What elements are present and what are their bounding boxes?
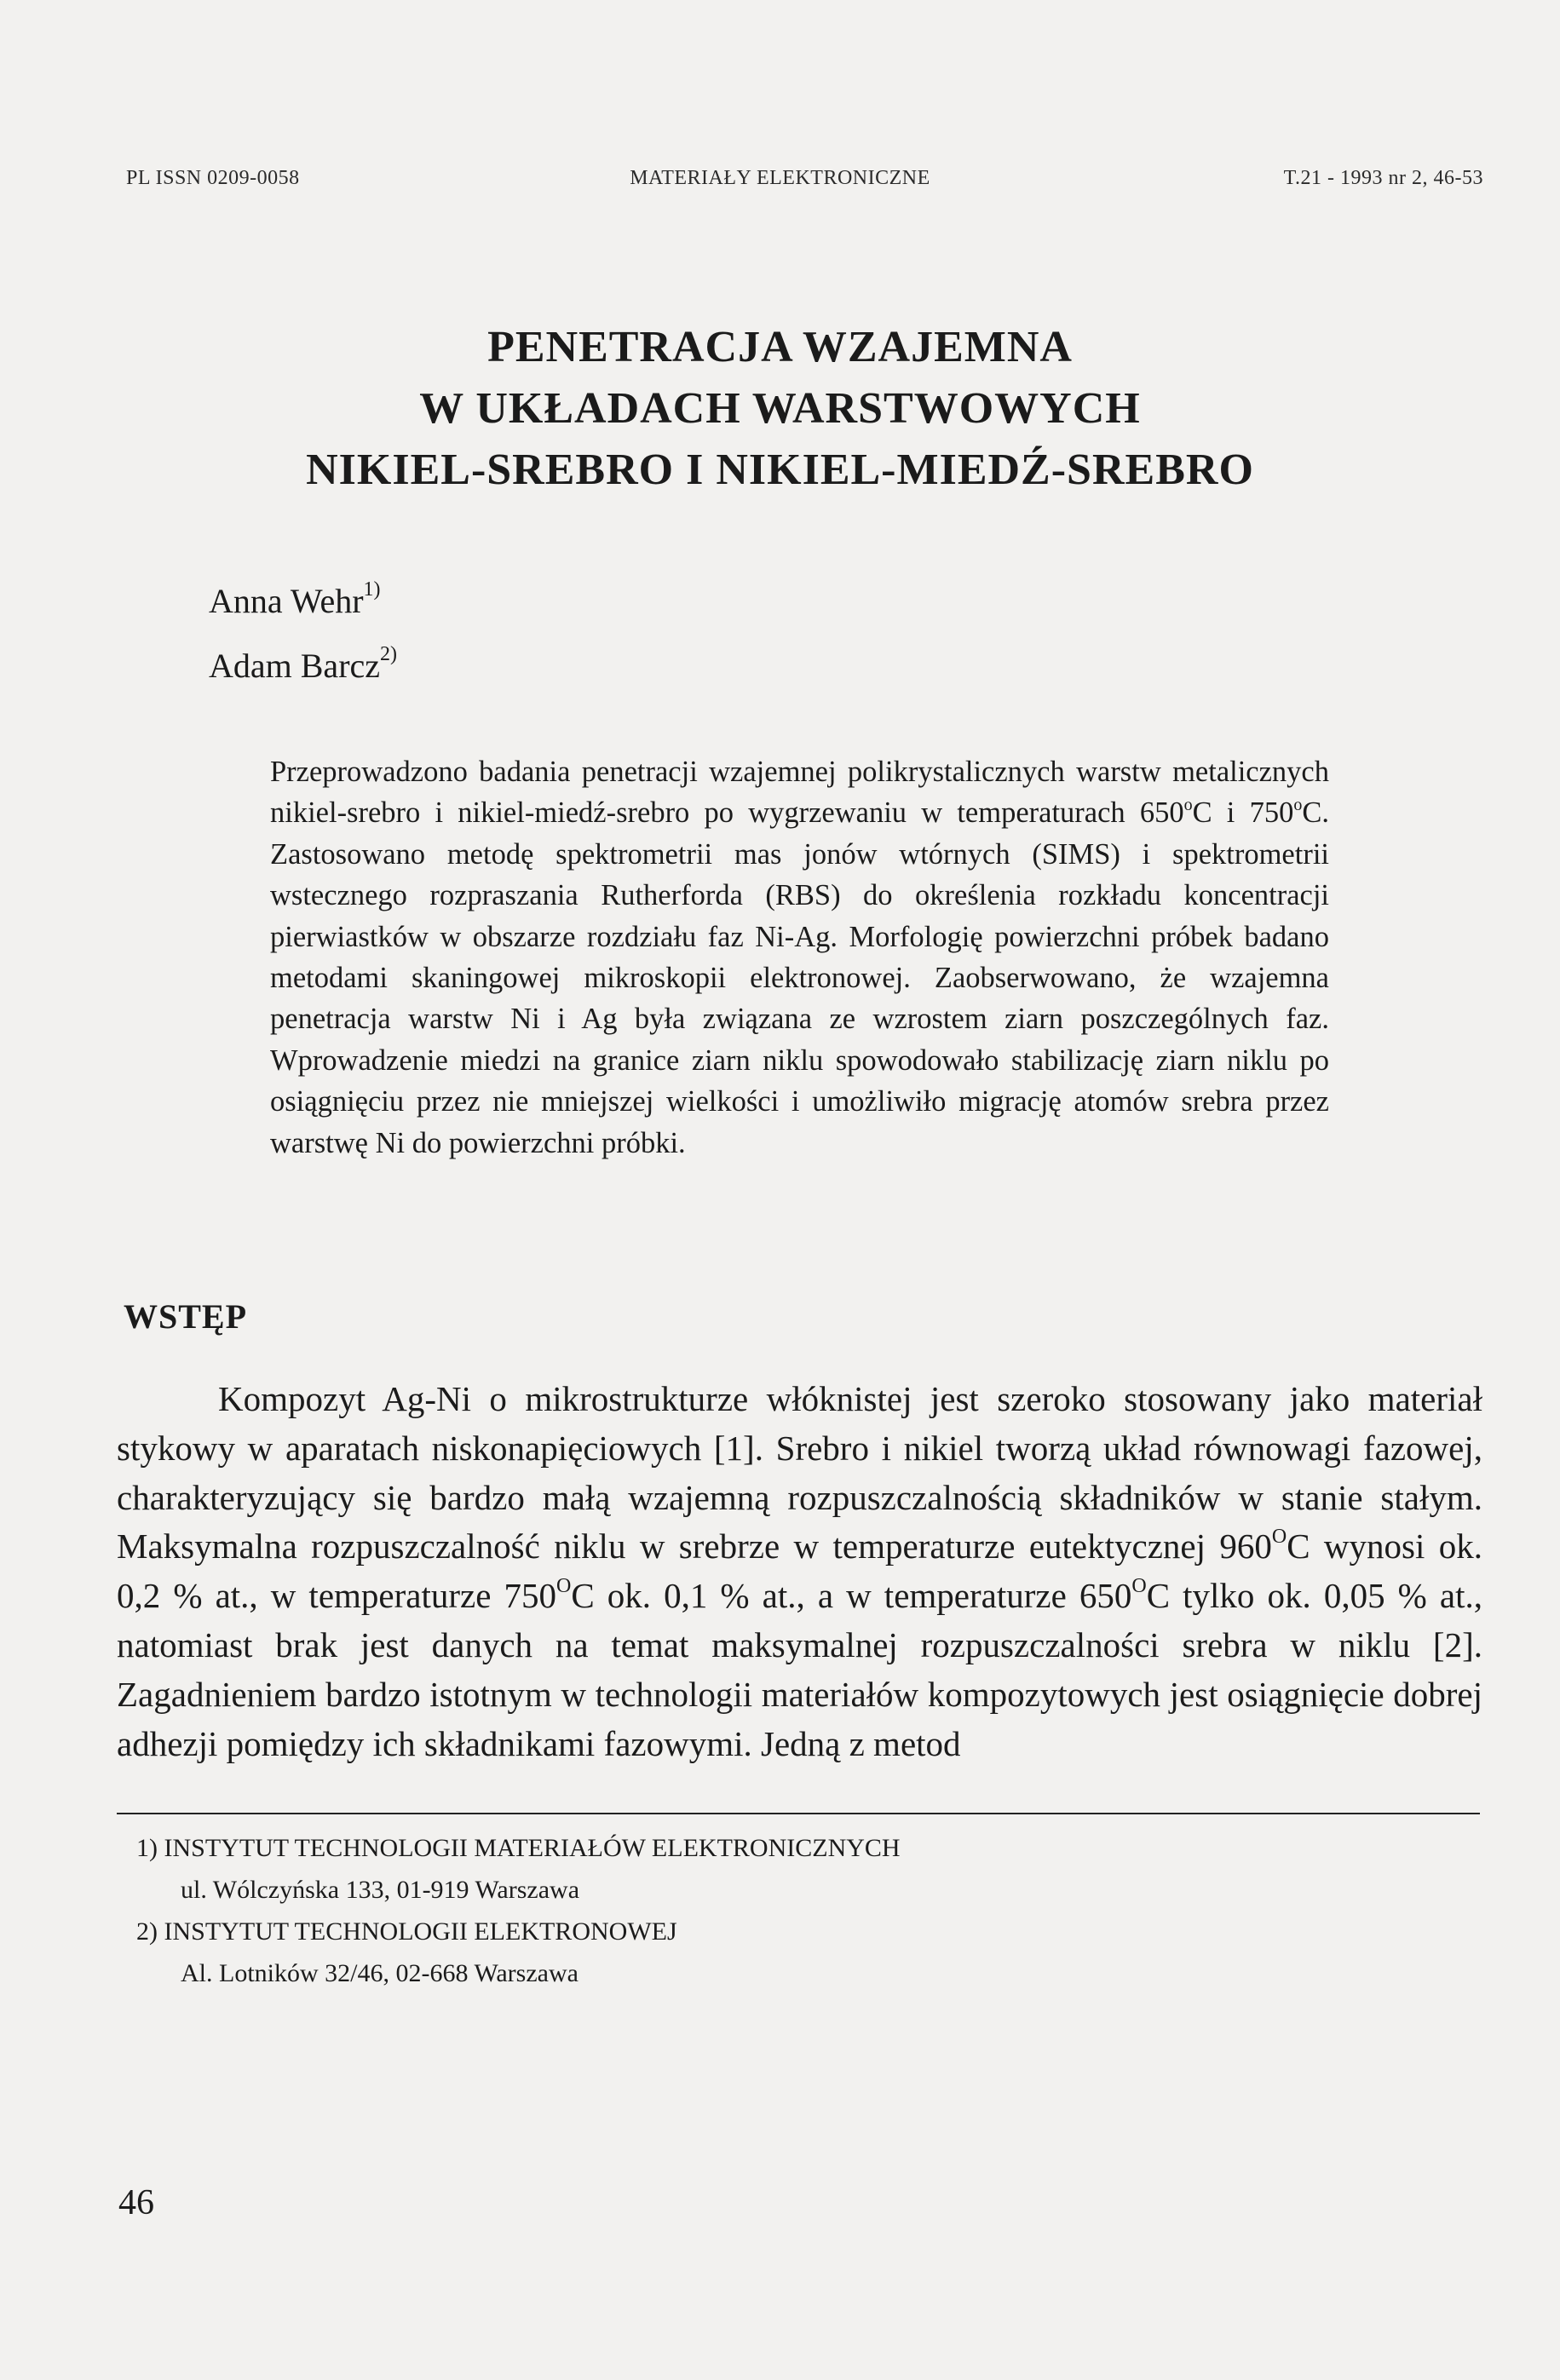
degree-mark: O: [1131, 1575, 1147, 1598]
degree-mark: O: [555, 1575, 572, 1598]
footnote-affiliation-1: 1) INSTYTUT TECHNOLOGII MATERIAŁÓW ELEKTRONICZNYCH: [136, 1834, 901, 1862]
degree-mark: o: [1183, 796, 1193, 815]
abstract-text: Przeprowadzono badania penetracji wzajemnej polikrystalicznych warstw metalicznych nikiel-srebro i nikiel-miedź-srebro po wygrzewaniu w temperaturach 650: [270, 756, 1329, 830]
footnotes: [136, 1827, 901, 1994]
header-journal-name: MATERIAŁY ELEKTRONICZNE: [630, 167, 930, 189]
author-name: Anna Wehr: [209, 582, 364, 620]
title-line-3: NIKIEL-SREBRO I NIKIEL-MIEDŹ-SREBRO: [306, 446, 1254, 494]
footnote-address-1: ul. Wólczyńska 133, 01-919 Warszawa: [181, 1876, 580, 1904]
body-text: C tylko ok. 0,05 % at., natomiast brak jest danych na temat maksymalnej rozpuszczalności srebra w niklu [2]. Zagadnieniem bardzo istotnym w technologii materiałów kompozytowych jest osiągnięcie dobrej adhezji pomiędzy ich składnikami fazowymi. Jedną z metod: [117, 1576, 1482, 1763]
author-affiliation-mark: 2): [380, 643, 398, 665]
degree-mark: o: [1293, 796, 1303, 815]
author-name: Adam Barcz: [209, 647, 381, 685]
abstract-text: C i 750: [1192, 796, 1294, 830]
body-text: C wynosi ok. 0,2 % at., w temperaturze 750: [117, 1526, 1482, 1616]
abstract-text: C. Zastosowano metodę spektrometrii mas jonów wtórnych (SIMS) i spektrometrii wstecznego rozpraszania Rutherforda (RBS) do określenia rozkładu koncentracji pierwiastków w obszarze rozdziału faz Ni-Ag. Morfologię powierzchni próbek badano metodami skaningowej mikroskopii elektronowej. Zaobserwowano, że wzajemna penetracja warstw Ni i Ag była związana ze wzrostem ziarn poszczególnych faz. Wprowadzenie miedzi na granice ziarn niklu spowodowało stabilizację ziarn niklu po osiągnięciu przez nie mniejszej wielkości i umożliwiło migrację atomów srebra przez warstwę Ni do powierzchni próbki.: [270, 796, 1329, 1159]
body-text: C ok. 0,1 % at., a w temperaturze 650: [571, 1576, 1132, 1616]
header-volume-pages: T.21 - 1993 nr 2, 46-53: [1283, 167, 1483, 189]
author-affiliation-mark: 1): [363, 578, 381, 601]
footnote-affiliation-2: 2) INSTYTUT TECHNOLOGII ELEKTRONOWEJ: [136, 1917, 677, 1946]
degree-mark: O: [1271, 1526, 1287, 1549]
author-list: [209, 569, 397, 698]
title-line-1: PENETRACJA WZAJEMNA: [487, 323, 1073, 371]
title-line-2: W UKŁADACH WARSTWOWYCH: [419, 384, 1141, 433]
section-heading: WSTĘP: [124, 1297, 248, 1336]
article-title: [0, 317, 1560, 501]
body-text: Kompozyt Ag-Ni o mikrostrukturze włóknistej jest szeroko stosowany jako materiał stykowy w aparatach niskonapięciowych [1]. Srebro i nikiel tworzą układ równowagi fazowej, charakteryzujący się bardzo małą wzajemną rozpuszczalnością składników w stanie stałym. Maksymalna rozpuszczalność niklu w srebrze w temperaturze eutektycznej 960: [117, 1379, 1482, 1567]
footnote-divider: [117, 1813, 1480, 1814]
abstract: [270, 751, 1329, 1164]
author: [209, 634, 397, 698]
body-paragraph: [117, 1375, 1482, 1768]
footnote-address-2: Al. Lotników 32/46, 02-668 Warszawa: [181, 1959, 579, 1987]
header-issn: PL ISSN 0209-0058: [126, 167, 300, 189]
page-number: 46: [118, 2183, 154, 2222]
author: [209, 569, 397, 634]
